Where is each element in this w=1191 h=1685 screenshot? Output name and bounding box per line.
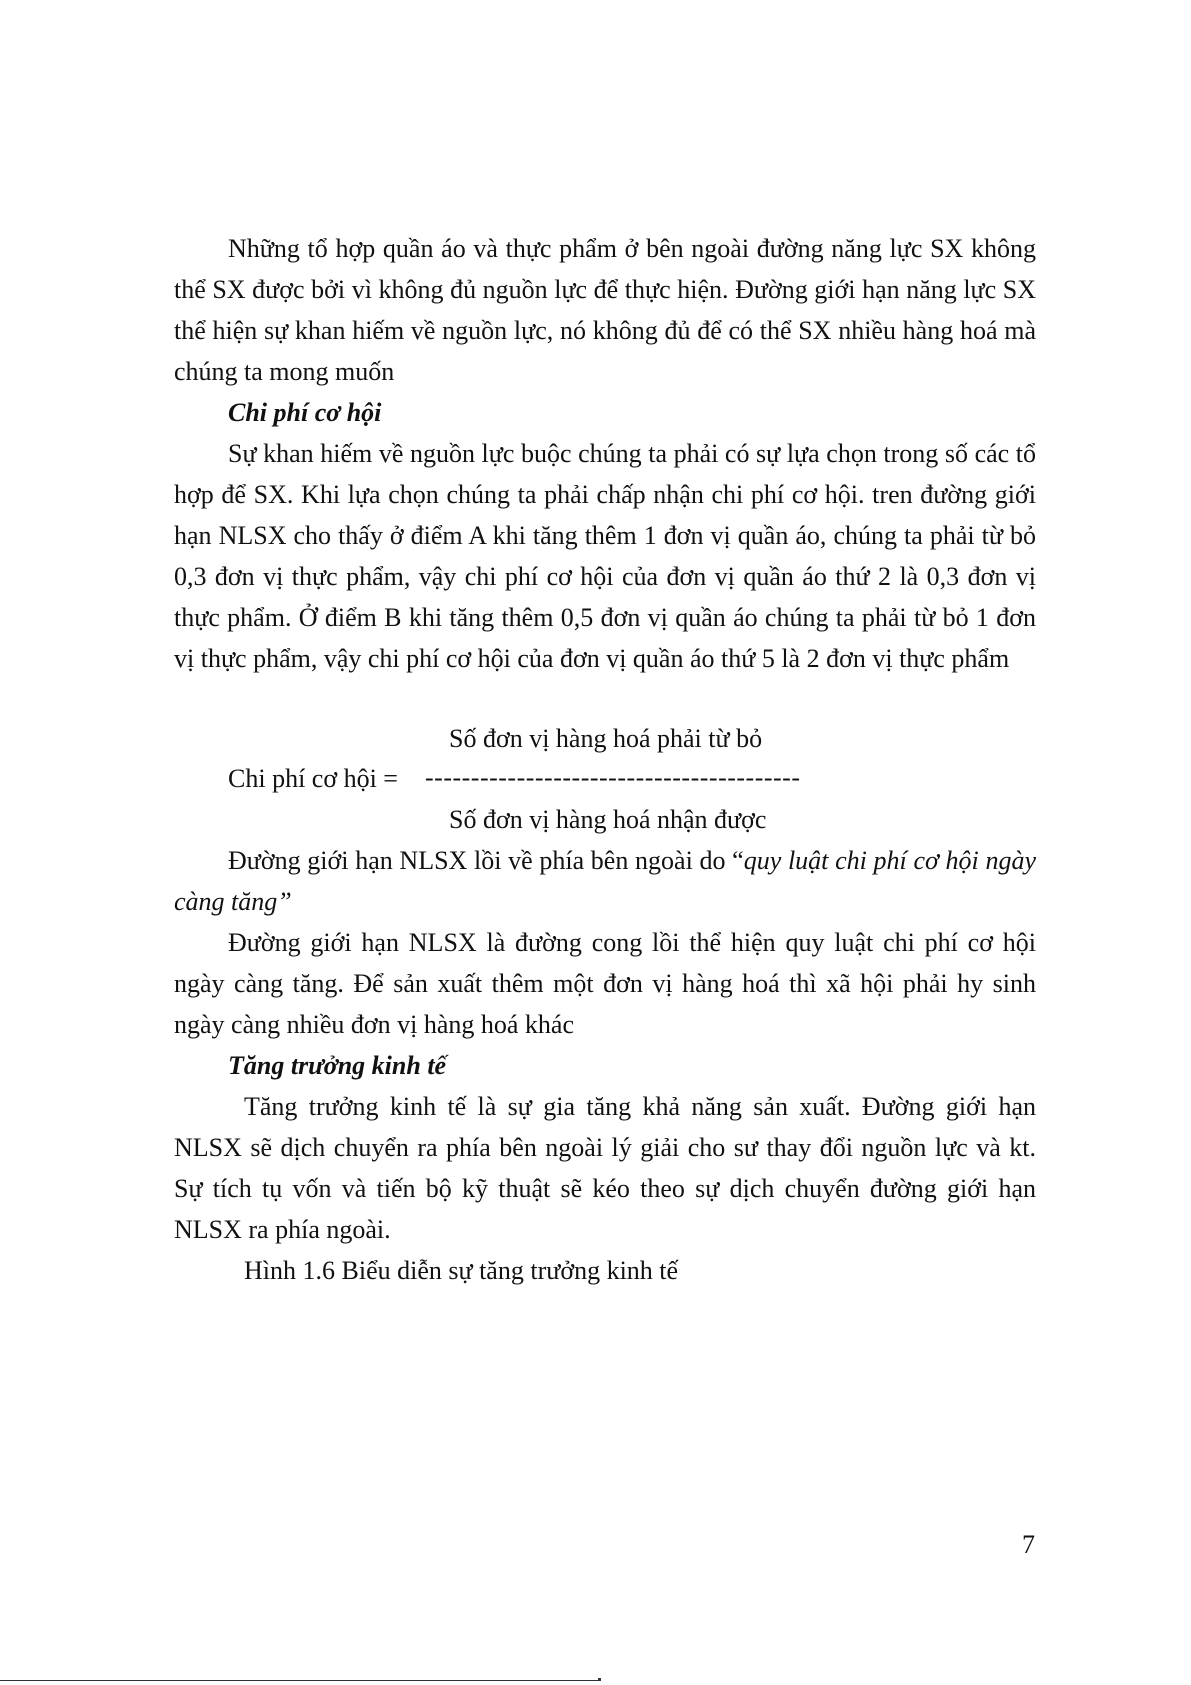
formula-lhs: Chi phí cơ hội = bbox=[228, 764, 398, 793]
heading-economic-growth: Tăng trưởng kinh tế bbox=[228, 1051, 447, 1080]
heading-opportunity-cost: Chi phí cơ hội bbox=[228, 398, 382, 427]
formula-fraction-line: ----------------------------------------- bbox=[425, 763, 801, 792]
paragraph-ppf-convex-italic: quy luật chi phí cơ hội ngày càng tăng” bbox=[174, 846, 1036, 916]
formula-numerator: Số đơn vị hàng hoá phải từ bỏ bbox=[449, 724, 763, 753]
page-number: 7 bbox=[1022, 1530, 1035, 1559]
paragraph-economic-growth: Tăng trưởng kinh tế là sự gia tăng khả năng sản xuất. Đường giới hạn NLSX sẽ dịch chuyển ra phía bên ngoài lý giải cho sư thay đổi nguồn lực và kt. Sự tích tụ vốn và tiến bộ kỹ thuật sẽ kéo theo sự dịch chuyển đường giới hạn NLSX ra phía ngoài. bbox=[174, 1092, 1036, 1244]
formula-denominator: Số đơn vị hàng hoá nhận được bbox=[449, 805, 767, 834]
page-body bbox=[174, 228, 1036, 1291]
footer-rule bbox=[0, 1680, 598, 1681]
paragraph-ppf-convex bbox=[174, 840, 1036, 922]
paragraph-ppf-convex-text: Đường giới hạn NLSX lồi về phía bên ngoài do “ bbox=[228, 846, 744, 875]
paragraph-opportunity-cost: Sự khan hiếm về nguồn lực buộc chúng ta phải có sự lựa chọn trong số các tổ hợp để SX. Khi lựa chọn chúng ta phải chấp nhận chi phí cơ hội. tren đường giới hạn NLSX cho thấy ở điểm A khi tăng thêm 1 đơn vị quần áo, chúng ta phải từ bỏ 0,3 đơn vị thực phẩm, vậy chi phí cơ hội của đơn vị quần áo thứ 2 là 0,3 đơn vị thực phẩm. Ở điểm B khi tăng thêm 0,5 đơn vị quần áo chúng ta phải từ bỏ 1 đơn vị thực phẩm, vậy chi phí cơ hội của đơn vị quần áo thứ 5 là 2 đơn vị thực phẩm bbox=[174, 439, 1036, 673]
paragraph-ppf-outside: Những tổ hợp quần áo và thực phẩm ở bên ngoài đường năng lực SX không thể SX được bởi vì không đủ nguồn lực để thực hiện. Đường giới hạn năng lực SX thể hiện sự khan hiếm về nguồn lực, nó không đủ để có thể SX nhiều hàng hoá mà chúng ta mong muốn bbox=[174, 234, 1036, 386]
paragraph-increasing-cost: Đường giới hạn NLSX là đường cong lồi thể hiện quy luật chi phí cơ hội ngày càng tăng. Để sản xuất thêm một đơn vị hàng hoá thì xã hội phải hy sinh ngày càng nhiều đơn vị hàng hoá khác bbox=[174, 928, 1036, 1039]
figure-caption: Hình 1.6 Biểu diễn sự tăng trưởng kinh tế bbox=[244, 1256, 679, 1285]
opportunity-cost-formula bbox=[174, 718, 1036, 840]
footer-dot bbox=[598, 1678, 601, 1681]
